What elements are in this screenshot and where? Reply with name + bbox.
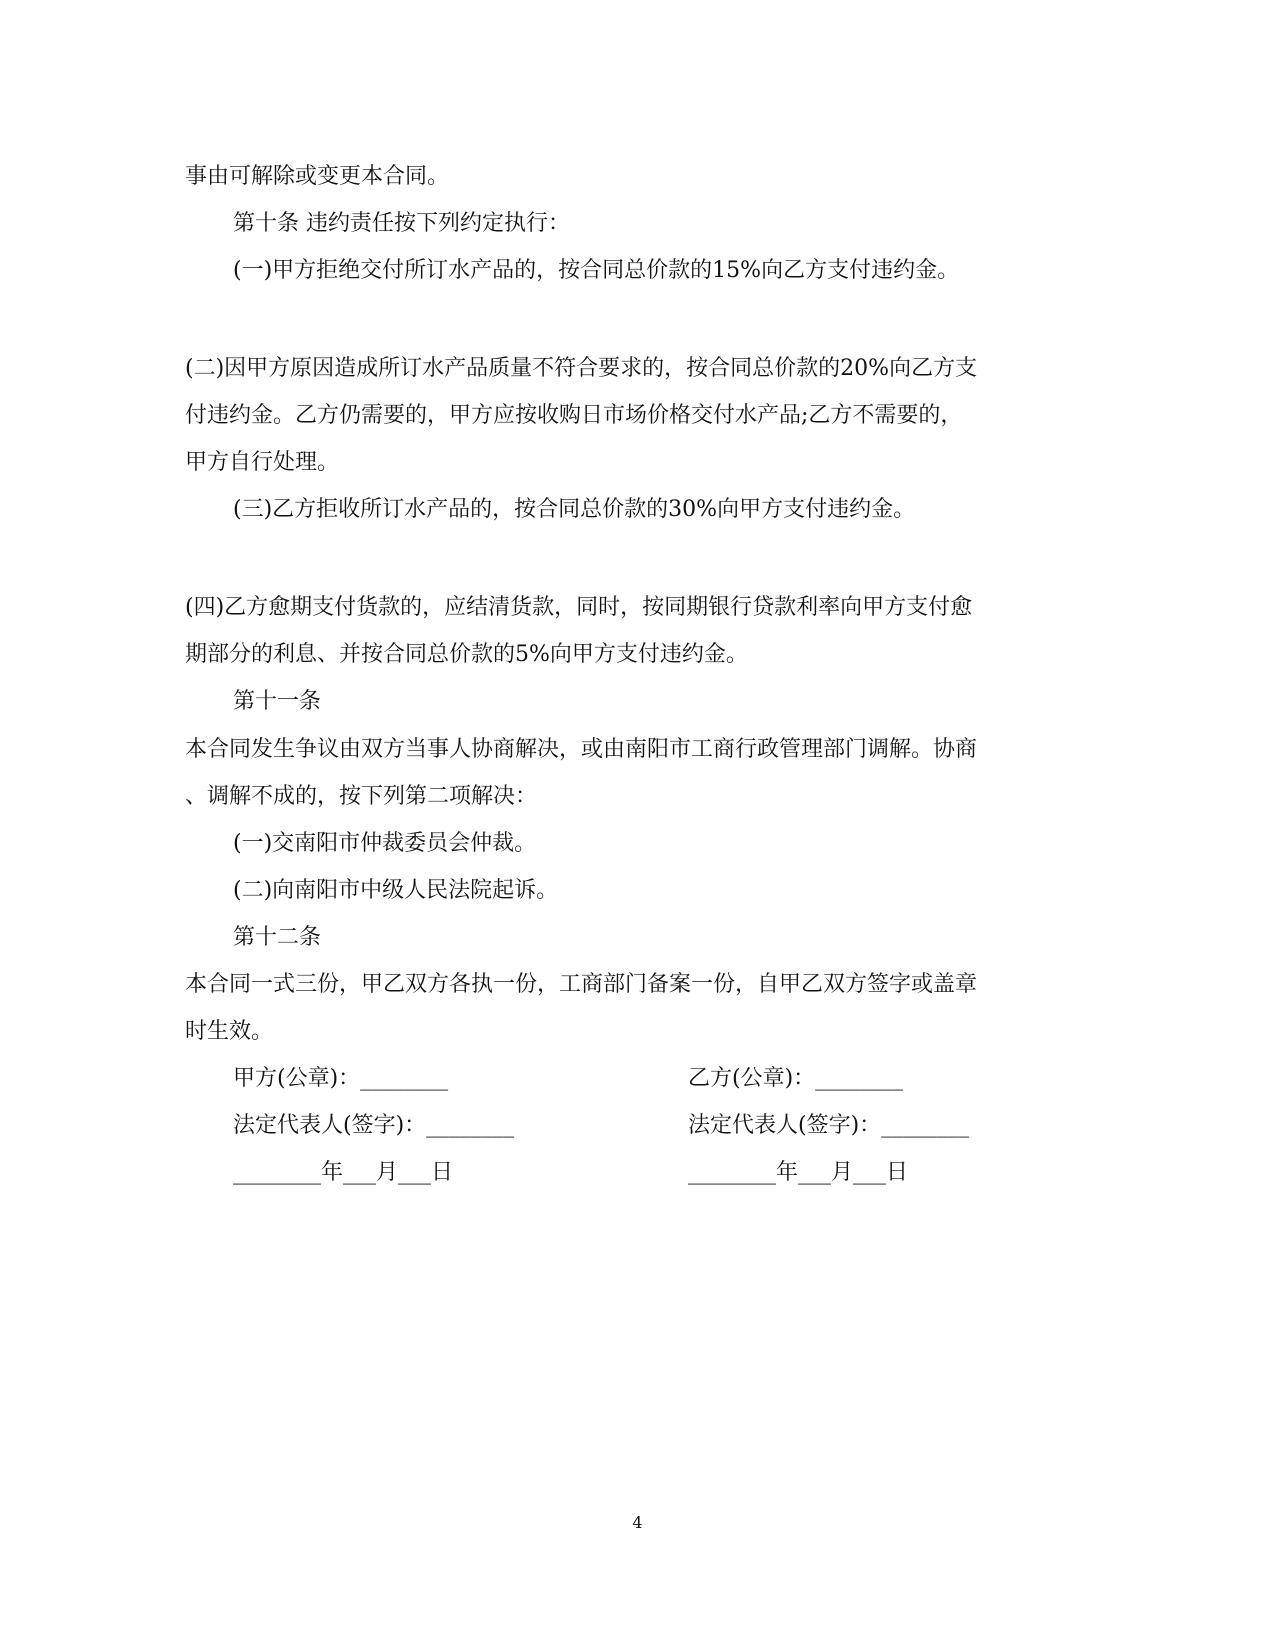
paragraph-line: 时生效。 (185, 1019, 274, 1044)
paragraph-line: (二)向南阳市中级人民法院起诉。 (233, 878, 559, 903)
paragraph-line: 本合同发生争议由双方当事人协商解决，或由南阳市工商行政管理部门调解。协商 (185, 737, 978, 762)
paragraph-line: 付违约金。乙方仍需要的，甲方应按收购日市场价格交付水产品;乙方不需要的， (185, 403, 963, 428)
article-11-heading: 第十一条 (233, 689, 322, 714)
paragraph-line: (三)乙方拒收所订水产品的，按合同总价款的30%向甲方支付违约金。 (233, 497, 916, 522)
paragraph-line: 事由可解除或变更本合同。 (185, 164, 450, 189)
party-a-representative-field: 法定代表人(签字)：________ (233, 1113, 515, 1138)
paragraph-line: (二)因甲方原因造成所订水产品质量不符合要求的，按合同总价款的20%向乙方支 (185, 356, 978, 381)
paragraph-line: 、调解不成的，按下列第二项解决： (185, 784, 538, 809)
party-b-seal-field: 乙方(公章)：________ (688, 1066, 904, 1091)
page-number: 4 (632, 1513, 643, 1532)
paragraph-line: 本合同一式三份，甲乙双方各执一份，工商部门备案一份，自甲乙双方签字或盖章 (185, 972, 978, 997)
article-10-heading: 第十条 违约责任按下列约定执行： (233, 211, 570, 236)
paragraph-line: (一)甲方拒绝交付所订水产品的，按合同总价款的15%向乙方支付违约金。 (233, 258, 960, 283)
paragraph-line: 期部分的利息、并按合同总价款的5%向甲方支付违约金。 (185, 642, 748, 667)
paragraph-line: (四)乙方愈期支付货款的，应结清货款，同时，按同期银行贷款利率向甲方支付愈 (185, 595, 973, 620)
paragraph-line: 甲方自行处理。 (185, 450, 340, 475)
party-a-seal-field: 甲方(公章)：________ (233, 1066, 449, 1091)
party-b-representative-field: 法定代表人(签字)：________ (688, 1113, 970, 1138)
party-a-date-field: ________年___月___日 (233, 1160, 454, 1185)
article-12-heading: 第十二条 (233, 925, 322, 950)
party-b-date-field: ________年___月___日 (688, 1160, 909, 1185)
paragraph-line: (一)交南阳市仲裁委员会仲裁。 (233, 831, 537, 856)
